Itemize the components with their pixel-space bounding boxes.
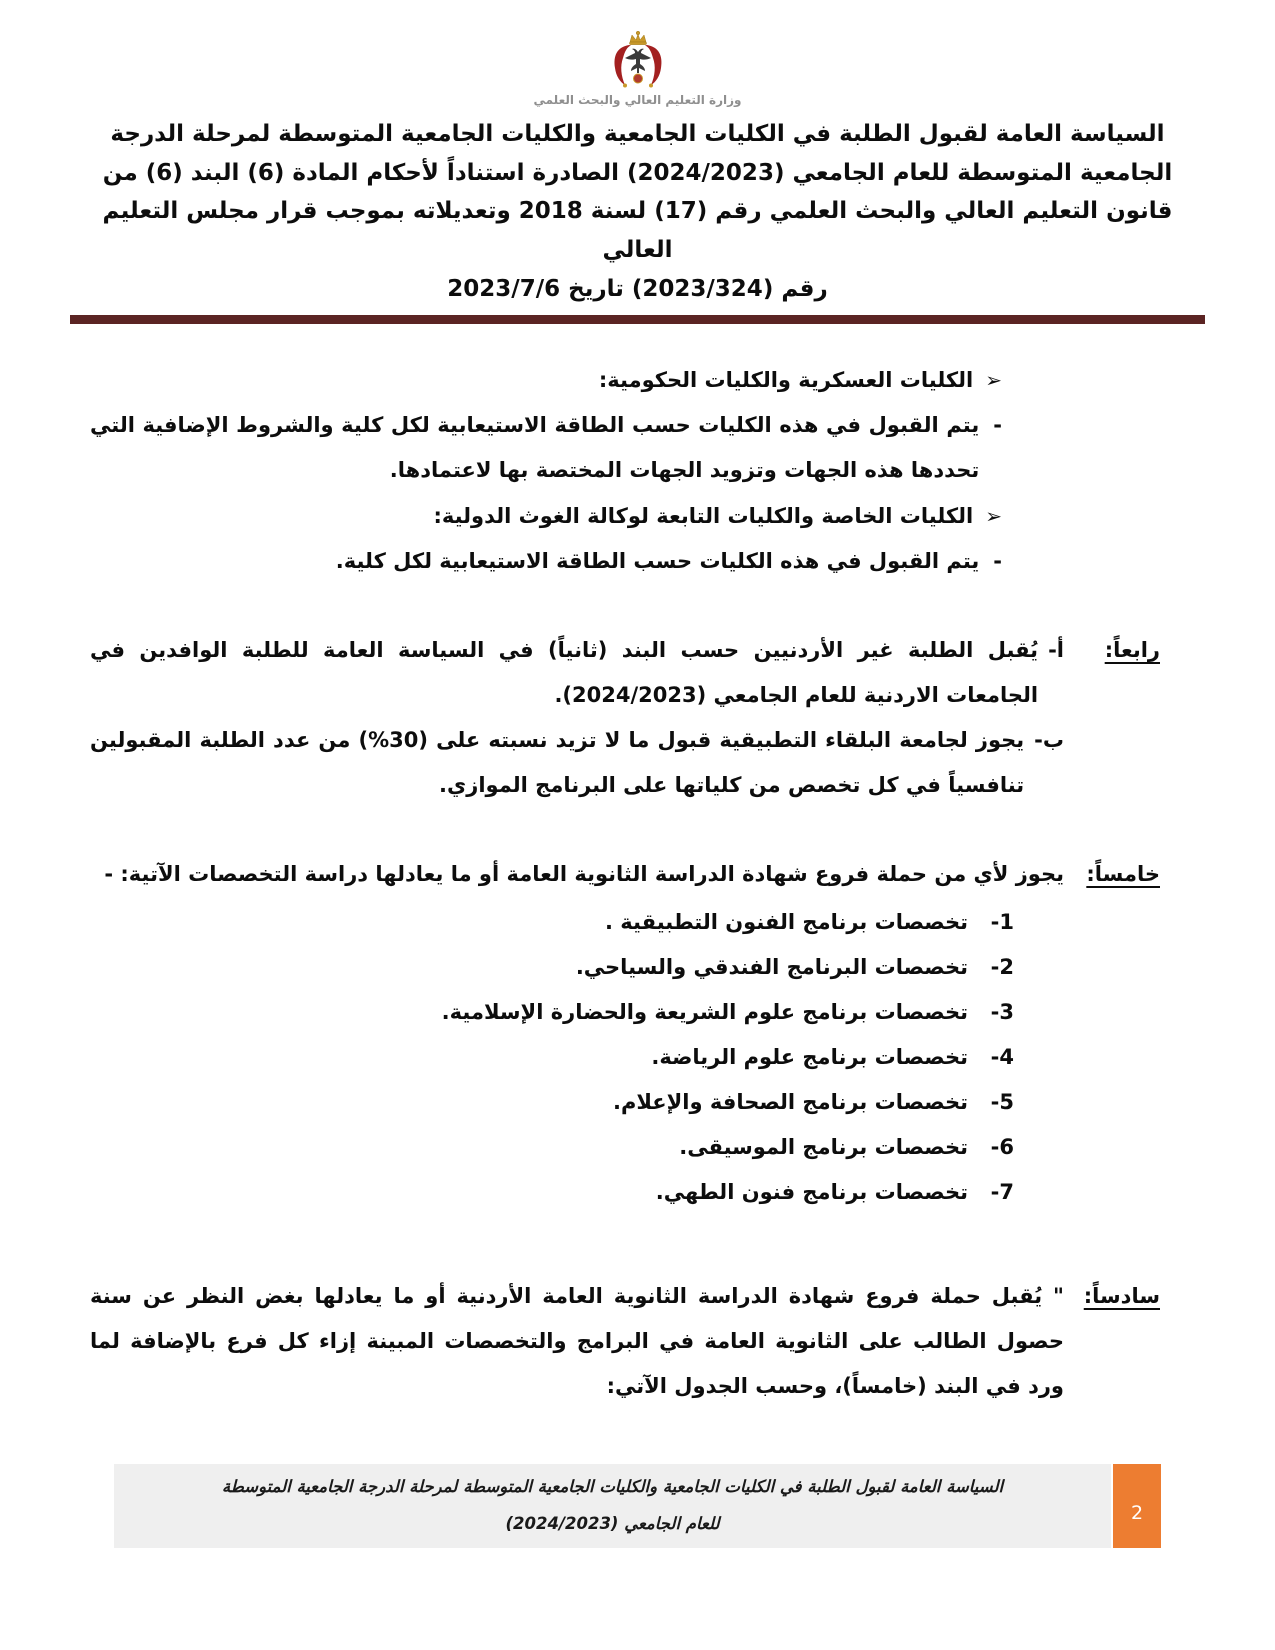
section-fifth (90, 852, 1160, 1215)
page-header (0, 0, 1275, 324)
dash-marker: - (993, 413, 1002, 438)
clause-b (90, 718, 1064, 808)
title-line-3: قانون التعليم العالي والبحث العلمي رقم (17) لسنة 2018 وتعديلاته بموجب قرار مجلس التعليم العالي (102, 198, 1173, 263)
list-item-text: تخصصات برنامج الموسيقى. (679, 1135, 968, 1160)
dash-marker: - (993, 548, 1002, 573)
document-title (0, 115, 1275, 308)
dash-item-text: يتم القبول في هذه الكليات حسب الطاقة الاستيعابية لكل كلية والشروط الإضافية التي تحددها هذه الجهات وتزويد الجهات المختصة بها لاعتمادها. (90, 413, 980, 483)
section-fourth-content (90, 628, 1064, 809)
page-footer (114, 1464, 1161, 1548)
page-number-badge: 2 (1113, 1464, 1161, 1548)
section-sixth-label: سادساً: (1083, 1283, 1160, 1308)
list-item (90, 990, 1014, 1035)
document-body (0, 324, 1275, 1409)
list-item-number: 7- (990, 1180, 1014, 1205)
list-item-text: تخصصات برنامج علوم الرياضة. (651, 1044, 968, 1069)
clause-a (90, 628, 1064, 718)
list-item-number: 4- (990, 1044, 1014, 1069)
bullet-title: الكليات الخاصة والكليات التابعة لوكالة الغوث الدولية: (433, 503, 974, 528)
section-sixth (90, 1274, 1160, 1409)
clause-a-text: يُقبل الطلبة غير الأردنيين حسب البند (ثانياً) في السياسة العامة للطلبة الوافدين في الجامعات الاردنية للعام الجامعي (2024/2023). (90, 637, 1039, 707)
list-item-number: 5- (990, 1090, 1014, 1115)
bullet-title: الكليات العسكرية والكليات الحكومية: (598, 368, 974, 393)
list-item-text: تخصصات برنامج الفنون التطبيقية . (604, 909, 968, 934)
dash-item-private (90, 539, 1002, 584)
section-fifth-label: خامساً: (1086, 862, 1160, 887)
section-sixth-text: " يُقبل حملة فروع شهادة الدراسة الثانوية العامة الأردنية أو ما يعادلها بغض النظر عن سنة حصول الطالب على الثانوية العامة في البرامج والتخصصات المبينة إزاء كل فرع بالإضافة لما ورد في البند (خامساً)، وحسب الجدول الآتي: (90, 1283, 1064, 1398)
footer-running-title (114, 1464, 1111, 1548)
section-fourth-label: رابعاً: (1104, 637, 1160, 662)
list-item-number: 3- (990, 999, 1014, 1024)
title-line-2: الجامعية المتوسطة للعام الجامعي (2024/2023) الصادرة استناداً لأحكام المادة (6) البند (6) من (102, 159, 1173, 186)
section-fifth-intro: يجوز لأي من حملة فروع شهادة الدراسة الثانوية العامة أو ما يعادلها دراسة التخصصات الآتية: - (104, 862, 1064, 887)
list-item-text: تخصصات برنامج علوم الشريعة والحضارة الإسلامية. (441, 999, 968, 1024)
header-double-rule (70, 315, 1205, 324)
dash-item-military (90, 403, 1002, 493)
list-item-number: 1- (990, 909, 1014, 934)
bullet-military-colleges (90, 358, 1002, 403)
section-fifth-content (90, 852, 1064, 1215)
list-item (90, 1080, 1014, 1125)
list-item (90, 900, 1014, 945)
list-item (90, 1035, 1014, 1080)
list-item-number: 2- (990, 954, 1014, 979)
section-fourth (90, 628, 1160, 809)
footer-line-1: السياسة العامة لقبول الطلبة في الكليات الجامعية والكليات الجامعية المتوسطة لمرحلة الدرجة الجامعية المتوسطة (221, 1477, 1004, 1496)
clause-a-marker: أ- (1048, 637, 1064, 662)
specializations-list (90, 900, 1014, 1216)
clause-b-marker: ب- (1034, 728, 1064, 753)
list-item-text: تخصصات البرنامج الفندقي والسياحي. (575, 954, 968, 979)
ministry-name: وزارة التعليم العالي والبحث العلمي (533, 93, 742, 107)
list-item (90, 1125, 1014, 1170)
jordan-coat-of-arms-icon (0, 30, 1275, 92)
footer-line-2: للعام الجامعي (2024/2023) (505, 1514, 720, 1534)
title-line-4: رقم (2023/324) تاريخ 2023/7/6 (447, 275, 828, 302)
arrow-bullet-icon: ➢ (985, 503, 1002, 528)
clause-b-text: يجوز لجامعة البلقاء التطبيقية قبول ما لا تزيد نسبته على (30%) من عدد الطلبة المقبولين تنافسياً في كل تخصص من كلياتها على البرنامج الموازي. (90, 728, 1025, 798)
bullet-private-colleges (90, 494, 1002, 539)
list-item-number: 6- (990, 1135, 1014, 1160)
list-item-text: تخصصات برنامج الصحافة والإعلام. (612, 1090, 968, 1115)
list-item (90, 945, 1014, 990)
arrow-bullet-icon: ➢ (985, 368, 1002, 393)
dash-item-text: يتم القبول في هذه الكليات حسب الطاقة الاستيعابية لكل كلية. (335, 548, 980, 573)
list-item-text: تخصصات برنامج فنون الطهي. (655, 1180, 968, 1205)
title-line-1: السياسة العامة لقبول الطلبة في الكليات الجامعية والكليات الجامعية المتوسطة لمرحلة الدرجة (110, 121, 1165, 147)
list-item (90, 1170, 1014, 1215)
